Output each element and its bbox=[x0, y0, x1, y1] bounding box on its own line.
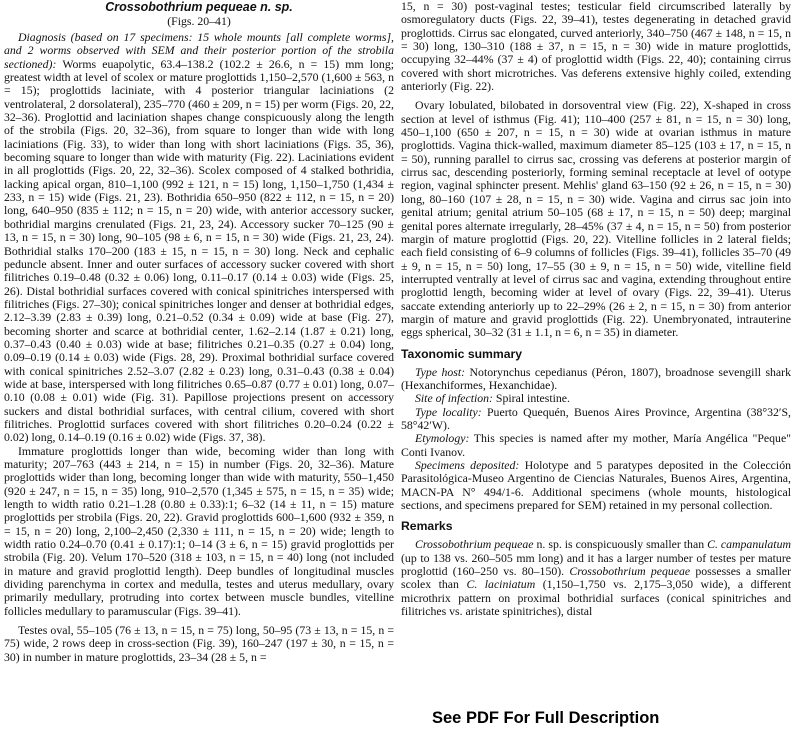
testes-continued-paragraph: 15, n = 30) post-vaginal testes; testicular field circumscribed laterally by osmoregulatory ducts (Figs. 22, 39–41), testes degenerating in detached gravid proglottids. Cirrus sac elongated, curved anteriorly, 340–750 (467 ± 148, n = 15, n = 30) long, 130–310 (188 ± 37, n = 15, n = 30) wide in mature proglottids, occupying 32–44% (37 ± 4) of proglottid width (Figs. 22, 40); containing cirrus covered with short microtriches. Vas deferens extensive highly coiled, extending anteriorly (Fig. 22). bbox=[401, 0, 791, 94]
figure-reference: (Figs. 20–41) bbox=[167, 14, 231, 28]
remarks-paragraph bbox=[401, 538, 791, 618]
testes-paragraph: Testes oval, 55–105 (76 ± 13, n = 15, n = 75) long, 50–95 (73 ± 13, n = 15, n = 75) wide, 2 rows deep in cross-section (Fig. 39), 160–247 (197 ± 30, n = 15, n = 30) in number in mature proglottids, 23–34 (28 ± 5, n = bbox=[4, 623, 394, 664]
remarks-species-4: C. laciniatum bbox=[466, 577, 536, 592]
etymology-label: Etymology: bbox=[415, 431, 470, 446]
locality-paragraph bbox=[401, 406, 791, 433]
type-host-paragraph bbox=[401, 366, 791, 393]
see-pdf-banner: See PDF For Full Description bbox=[432, 709, 660, 727]
type-host-text: Notorynchus cepedianus (Péron, 1807), broadnose sevengill shark (Hexanchiformes, Hexanchidae). bbox=[401, 364, 791, 392]
remarks-species-3: Crossobothrium pequeae bbox=[569, 564, 691, 579]
type-host-label: Type host: bbox=[415, 364, 466, 379]
left-column bbox=[4, 0, 394, 664]
diagnosis-label: Diagnosis (based on 17 specimens: 15 whole mounts [all complete worms], and 2 worms observed with SEM and their posterior portion of the strobila sectioned): bbox=[4, 30, 394, 71]
site-label: Site of infection: bbox=[415, 391, 493, 406]
remarks-species-1: Crossobothrium pequeae bbox=[415, 537, 534, 552]
remarks-text-2: (up to 138 vs. 260–505 mm long) and it has a larger number of testes per mature proglottid (160–250 vs. 80–150). bbox=[401, 550, 791, 579]
site-paragraph bbox=[401, 392, 791, 405]
immature-proglottids-paragraph: Immature proglottids longer than wide, becoming wider than long with maturity; 207–763 (443 ± 214, n = 15) in number (Figs. 20, 32–36). Mature proglottids wider than long, becoming longer than wide with maturity, 550–1,450 (920 ± 247, n = 15, n = 35) long, 910–2,570 (1,345 ± 575, n = 15, n = 35) wide; length to width ratio 0.21–1.28 (0.80 ± 0.33):1; 6–32 (14 ± 11, n = 15) mature proglottids per strobila (Figs. 20, 22). Gravid proglottids 600–1,600 (932 ± 359, n = 15, n = 20) long, 2,100–2,450 (2,330 ± 111, n = 15, n = 20) wide; length to width ratio 0.24–0.70 (0.41 ± 0.17):1; 0–14 (3 ± 6, n = 15) gravid proglottids per strobila (Fig. 20). Velum 170–520 (318 ± 103, n = 15, n = 40) long (not included in mature and gravid proglottid length). Deep bundles of longitudinal muscles dividing parenchyma in cortex and medulla, testes and uterus medullary, ovary primarily medullary, protruding into cortex between muscle bundles, vitelline follicles medullary to paramuscular (Figs. 39–41). bbox=[4, 443, 394, 618]
etymology-text: This species is named after my mother, María Angélica "Peque" Conti Ivanov. bbox=[401, 431, 791, 459]
diagnosis-paragraph bbox=[4, 31, 394, 445]
locality-text: Puerto Quequén, Buenos Aires Province, Argentina (38°32′S, 58°42′W). bbox=[401, 404, 792, 432]
right-column bbox=[401, 0, 791, 618]
taxonomic-summary-heading: Taxonomic summary bbox=[401, 346, 523, 361]
site-text: Spiral intestine. bbox=[492, 391, 570, 406]
etymology-paragraph bbox=[401, 432, 791, 459]
species-title: Crossobothrium pequeae n. sp. bbox=[105, 0, 293, 14]
specimens-paragraph bbox=[401, 459, 791, 512]
remarks-species-2: C. campanulatum bbox=[707, 537, 791, 552]
remarks-text-4: (1,150–1,750 vs. 2,175–3,050 wide), a different microthrix pattern on proximal bothridial surfaces (conical spinitriches and filitriches vs. aristate spinitriches), distal bbox=[401, 577, 791, 619]
specimens-text: Holotype and 5 paratypes deposited in the Colección Parasitológica-Museo Argentino de Ciencias Naturales, Buenos Aires, Argentina, MACN-PA N° 494/1-6. Additional specimens (whole mounts, histological sections, and specimens prepared for SEM) retained in my personal collection. bbox=[401, 458, 791, 513]
remarks-heading: Remarks bbox=[401, 519, 453, 534]
remarks-text-3: possesses a smaller scolex than bbox=[401, 564, 792, 592]
locality-label: Type locality: bbox=[415, 404, 482, 419]
remarks-text-1: n. sp. is conspicuously smaller than bbox=[533, 537, 708, 552]
specimens-label: Specimens deposited: bbox=[415, 458, 520, 472]
ovary-paragraph: Ovary lobulated, bilobated in dorsoventral view (Fig. 22), X-shaped in cross section at level of isthmus (Fig. 41); 110–400 (257 ± 81, n = 15, n = 30) long, 450–1,100 (650 ± 207, n = 15, n = 30) wide at ovarian isthmus in mature proglottids. Vagina thick-walled, maximum diameter 85–125 (103 ± 17, n = 15, n = 50), running parallel to cirrus sac, crossing vas deferens at posterior margin of cirrus sac, descending posteriorly, forming seminal receptacle at level of ootype region, vaginal sphincter present. Mehlis' gland 63–150 (92 ± 26, n = 15, n = 30) long, 80–160 (107 ± 28, n = 15, n = 30) wide. Vagina and cirrus sac join into genital atrium; genital atrium 50–105 (68 ± 17, n = 15, n = 50) deep; marginal genital pores alternate irregularly, 28–45% (37 ± 4, n = 15, n = 50) from posterior margin of mature proglottid (Figs. 20, 22). Vitelline follicles in 2 lateral fields; each field consisting of 6–9 columns of follicles (Figs. 39–41), follicles 35–70 (49 ± 9, n = 15, n = 50) long, 17–55 (30 ± 9, n = 15, n = 50) wide, vitelline field interrupted ventrally at level of cirrus sac and vagina, extending throughout entire proglottid length, becoming wider at level of ovary (Figs. 22, 39–41). Uterus saccate extending anteriorly up to 22–29% (26 ± 2, n = 15, n = 30) from anterior margin of mature and gravid proglottids (Fig. 22). Unembryonated, intrauterine eggs spherical, 30–32 (31 ± 1.1, n = 6, n = 35) in diameter. bbox=[401, 98, 791, 340]
diagnosis-text: Worms euapolytic, 63.4–138.2 (102.2 ± 26.6, n = 15) mm long; greatest width at level of scolex or mature proglottids 1,150–2,570 (1,600 ± 563, n = 15); proglottids laciniate, with 4 posterior triangular laciniations (2 ventrolateral, 2 dorsolateral), 235–770 (460 ± 209, n = 15) per worm (Figs. 20, 22, 32–36). Proglottid and laciniation shapes change conspicuously along the length of the strobila (Figs. 20, 32–36), from square to longer than wide with long laciniations (Fig. 33), to wider than long with short laciniations (Figs. 35, 36), becoming square to longer than wide with maturity (Fig. 22). Laciniations evident in all proglottids (Figs. 20, 22, 32–36). Scolex composed of 4 stalked bothridia, lacking apical organ, 810–1,100 (992 ± 121, n = 15) long, 1,150–1,750 (1,434 ± 233, n = 15) wide (Figs. 21, 23). Bothridia 650–950 (822 ± 112, n = 15, n = 20) long, 640–950 (835 ± 112; n = 15, n = 20) wide, with anterior accessory sucker, bothridial margins crenulated (Figs. 21, 23, 24). Accessory sucker 70–125 (90 ± 13, n = 15, n = 30) long, 90–105 (98 ± 6, n = 15, n = 30) wide (Figs. 21, 23, 24). Bothridial stalks 170–200 (183 ± 15, n = 15, n = 30) long. Neck and cephalic peduncle absent. Inner and outer surfaces of accessory sucker covered with short filitriches 0.19–0.48 (0.32 ± 0.06) long, 0.11–0.17 (0.14 ± 0.03) wide (Figs. 25, 26). Distal bothridial surfaces covered with conical spinitriches interspersed with filitriches (Figs. 27–30); conical spinitriches longer and denser at bothridial edges, 2.12–3.39 (2.83 ± 0.39) long, 0.21–0.52 (0.34 ± 0.09) wide at base (Fig. 27), becoming shorter and scarce at bothridial center, 1.62–2.14 (1.87 ± 0.21) long, 0.37–0.43 (0.40 ± 0.03) wide at base; filitriches 0.21–0.35 (0.27 ± 0.04) long, 0.09–0.19 (0.14 ± 0.03) wide (Figs. 28, 29). Proximal bothridial surface covered with conical spinitriches 2.52–3.07 (2.82 ± 0.23) long, 0.31–0.43 (0.38 ± 0.04) wide at base, interspersed with long filitriches 0.65–0.87 (0.77 ± 0.01) long, 0.07–0.10 (0.08 ± 0.01) wide (Fig. 31). Papillose projections present on accessory suckers and distal bothridial surfaces, with central cilium, covered with short filitriches. Proglottid surfaces covered with short filitriches 0.20–0.24 (0.22 ± 0.02) long, 0.14–0.19 (0.16 ± 0.02) wide (Figs. 37, 38). bbox=[4, 56, 394, 445]
